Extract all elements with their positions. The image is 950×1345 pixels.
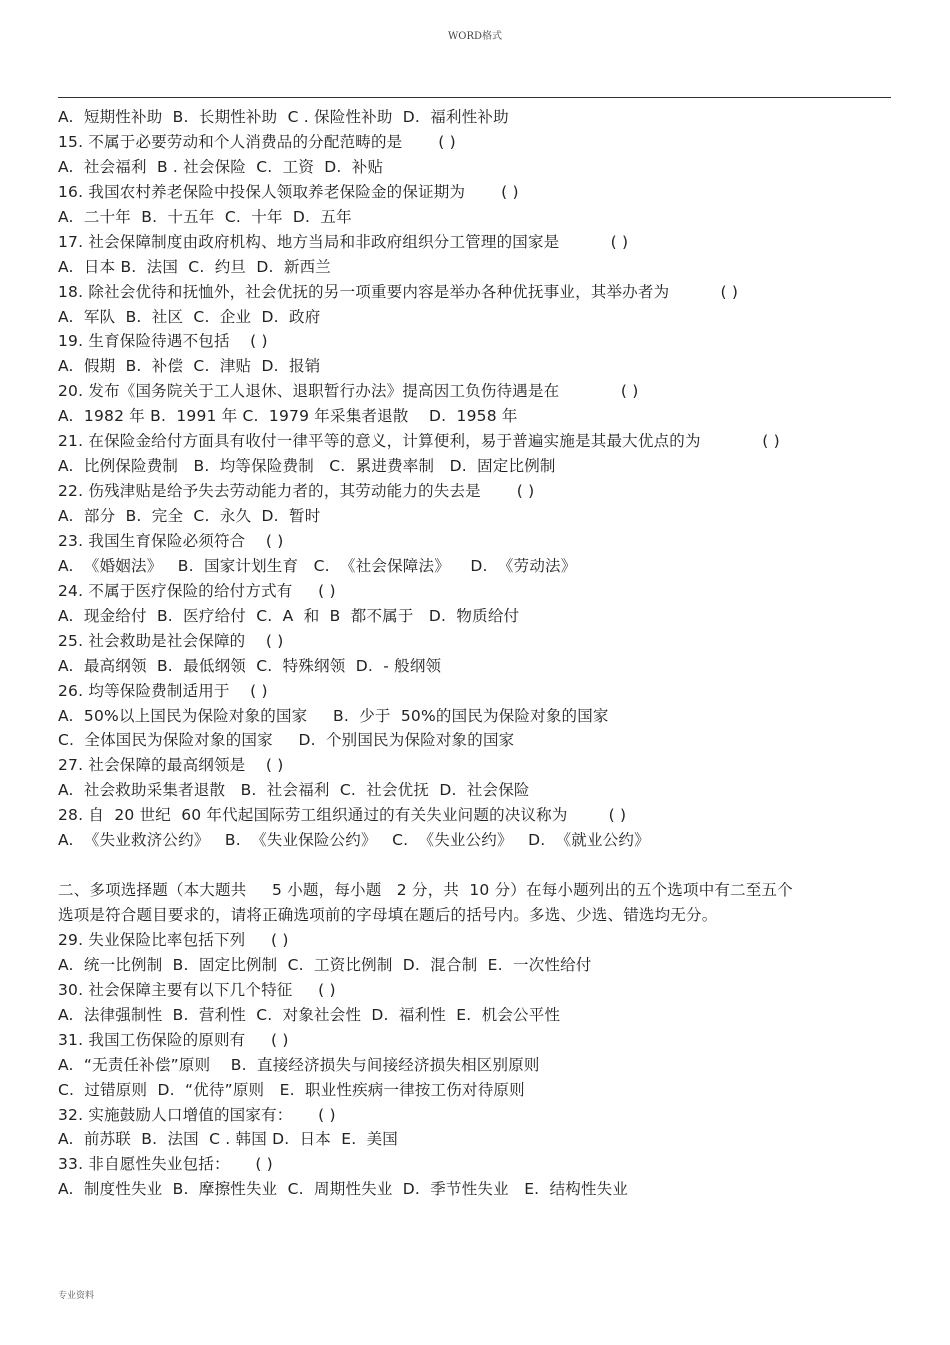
question-stem: 25. 社会救助是社会保障的 ( ) — [58, 631, 284, 650]
question-stem: 26. 均等保险费制适用于 ( ) — [58, 681, 268, 700]
answer-options: A. 部分 B. 完全 C. 永久 D. 暂时 — [58, 507, 321, 525]
question-stem: 28. 自 20 世纪 60 年代起国际劳工组织通过的有关失业问题的决议称为 ( ) — [58, 806, 627, 825]
question-stem: 30. 社会保障主要有以下几个特征 ( ) — [58, 980, 336, 999]
answer-options: A. 二十年 B. 十五年 C. 十年 D. 五年 — [58, 207, 352, 226]
section-instructions: 二、多项选择题（本大题共 5 小题，每小题 2 分，共 10 分）在每小题列出的五个选项中有二至五个 — [58, 881, 793, 900]
answer-options: A. 社会福利 B . 社会保险 C. 工资 D. 补贴 — [58, 157, 384, 176]
answer-options: A. 社会救助采集者退散 B. 社会福利 C. 社会优抚 D. 社会保险 — [58, 781, 530, 800]
section-instructions: 选项是符合题目要求的，请将正确选项前的字母填在题后的括号内。多选、少选、错选均无分。 — [58, 906, 718, 924]
answer-options: A. 制度性失业 B. 摩擦性失业 C. 周期性失业 D. 季节性失业 E. 结构性失业 — [58, 1180, 629, 1199]
answer-options: A. 比例保险费制 B. 均等保险费制 C. 累进费率制 D. 固定比例制 — [58, 457, 556, 476]
question-stem: 21. 在保险金给付方面具有收付一律平等的意义，计算便利，易于普遍实施是其最大优点的为 ( ) — [58, 432, 780, 451]
answer-options: A. 《失业救济公约》 B. 《失业保险公约》 C. 《失业公约》 D. 《就业公约》 — [58, 831, 650, 850]
question-stem: 32. 实施鼓励人口增值的国家有： ( ) — [58, 1105, 336, 1124]
answer-options: C. 全体国民为保险对象的国家 D. 个别国民为保险对象的国家 — [58, 731, 515, 750]
question-stem: 16. 我国农村养老保险中投保人领取养老保险金的保证期为 ( ) — [58, 182, 519, 201]
question-stem: 22. 伤残津贴是给予失去劳动能力者的，其劳动能力的失去是 ( ) — [58, 482, 535, 501]
answer-options: A. 短期性补助 B. 长期性补助 C . 保险性补助 D. 福利性补助 — [58, 108, 509, 126]
answer-options: A. 日本 B. 法国 C. 约旦 D. 新西兰 — [58, 257, 331, 276]
answer-options: A. “无责任补偿”原则 B. 直接经济损失与间接经济损失相区别原则 — [58, 1055, 540, 1074]
answer-options: A. 现金给付 B. 医疗给付 C. A 和 B 都不属于 D. 物质给付 — [58, 606, 520, 625]
answer-options: A. 前苏联 B. 法国 C . 韩国 D. 日本 E. 美国 — [58, 1130, 399, 1149]
question-stem: 24. 不属于医疗保险的给付方式有 ( ) — [58, 581, 336, 600]
answer-options: A. 统一比例制 B. 固定比例制 C. 工资比例制 D. 混合制 E. 一次性给付 — [58, 955, 592, 974]
answer-options: A. 军队 B. 社区 C. 企业 D. 政府 — [58, 307, 321, 326]
question-stem: 31. 我国工伤保险的原则有 ( ) — [58, 1030, 289, 1049]
question-stem: 23. 我国生育保险必须符合 ( ) — [58, 531, 284, 550]
page-footer: 专业资料 — [58, 1291, 95, 1301]
document-body — [58, 105, 893, 1202]
question-stem: 19. 生育保险待遇不包括 ( ) — [58, 332, 268, 351]
page-header: WORD格式 — [447, 31, 503, 42]
answer-options: A. 50%以上国民为保险对象的国家 B. 少于 50%的国民为保险对象的国家 — [58, 706, 609, 725]
answer-options: A. 《婚姻法》 B. 国家计划生育 C. 《社会保障法》 D. 《劳动法》 — [58, 556, 577, 575]
question-stem: 18. 除社会优待和抚恤外，社会优抚的另一项重要内容是举办各种优抚事业，其举办者为 ( ) — [58, 282, 739, 301]
question-stem: 15. 不属于必要劳动和个人消费品的分配范畴的是 ( ) — [58, 132, 456, 151]
answer-options: A. 假期 B. 补偿 C. 津贴 D. 报销 — [58, 357, 321, 376]
answer-options: A. 法律强制性 B. 营利性 C. 对象社会性 D. 福利性 E. 机会公平性 — [58, 1005, 561, 1024]
question-stem: 29. 失业保险比率包括下列 ( ) — [58, 930, 289, 949]
blank-line — [58, 853, 893, 878]
answer-options: C. 过错原则 D. “优待”原则 E. 职业性疾病一律按工伤对待原则 — [58, 1080, 525, 1099]
header-divider — [58, 97, 891, 98]
question-stem: 33. 非自愿性失业包括： ( ) — [58, 1155, 273, 1174]
question-stem: 17. 社会保障制度由政府机构、地方当局和非政府组织分工管理的国家是 ( ) — [58, 232, 629, 251]
question-stem: 27. 社会保障的最高纲领是 ( ) — [58, 756, 284, 775]
question-stem: 20. 发布《国务院关于工人退休、退职暂行办法》提高因工负伤待遇是在 ( ) — [58, 382, 639, 401]
answer-options: A. 最高纲领 B. 最低纲领 C. 特殊纲领 D. - 般纲领 — [58, 656, 442, 675]
answer-options: A. 1982 年 B. 1991 年 C. 1979 年采集者退散 D. 1958 年 — [58, 407, 518, 426]
